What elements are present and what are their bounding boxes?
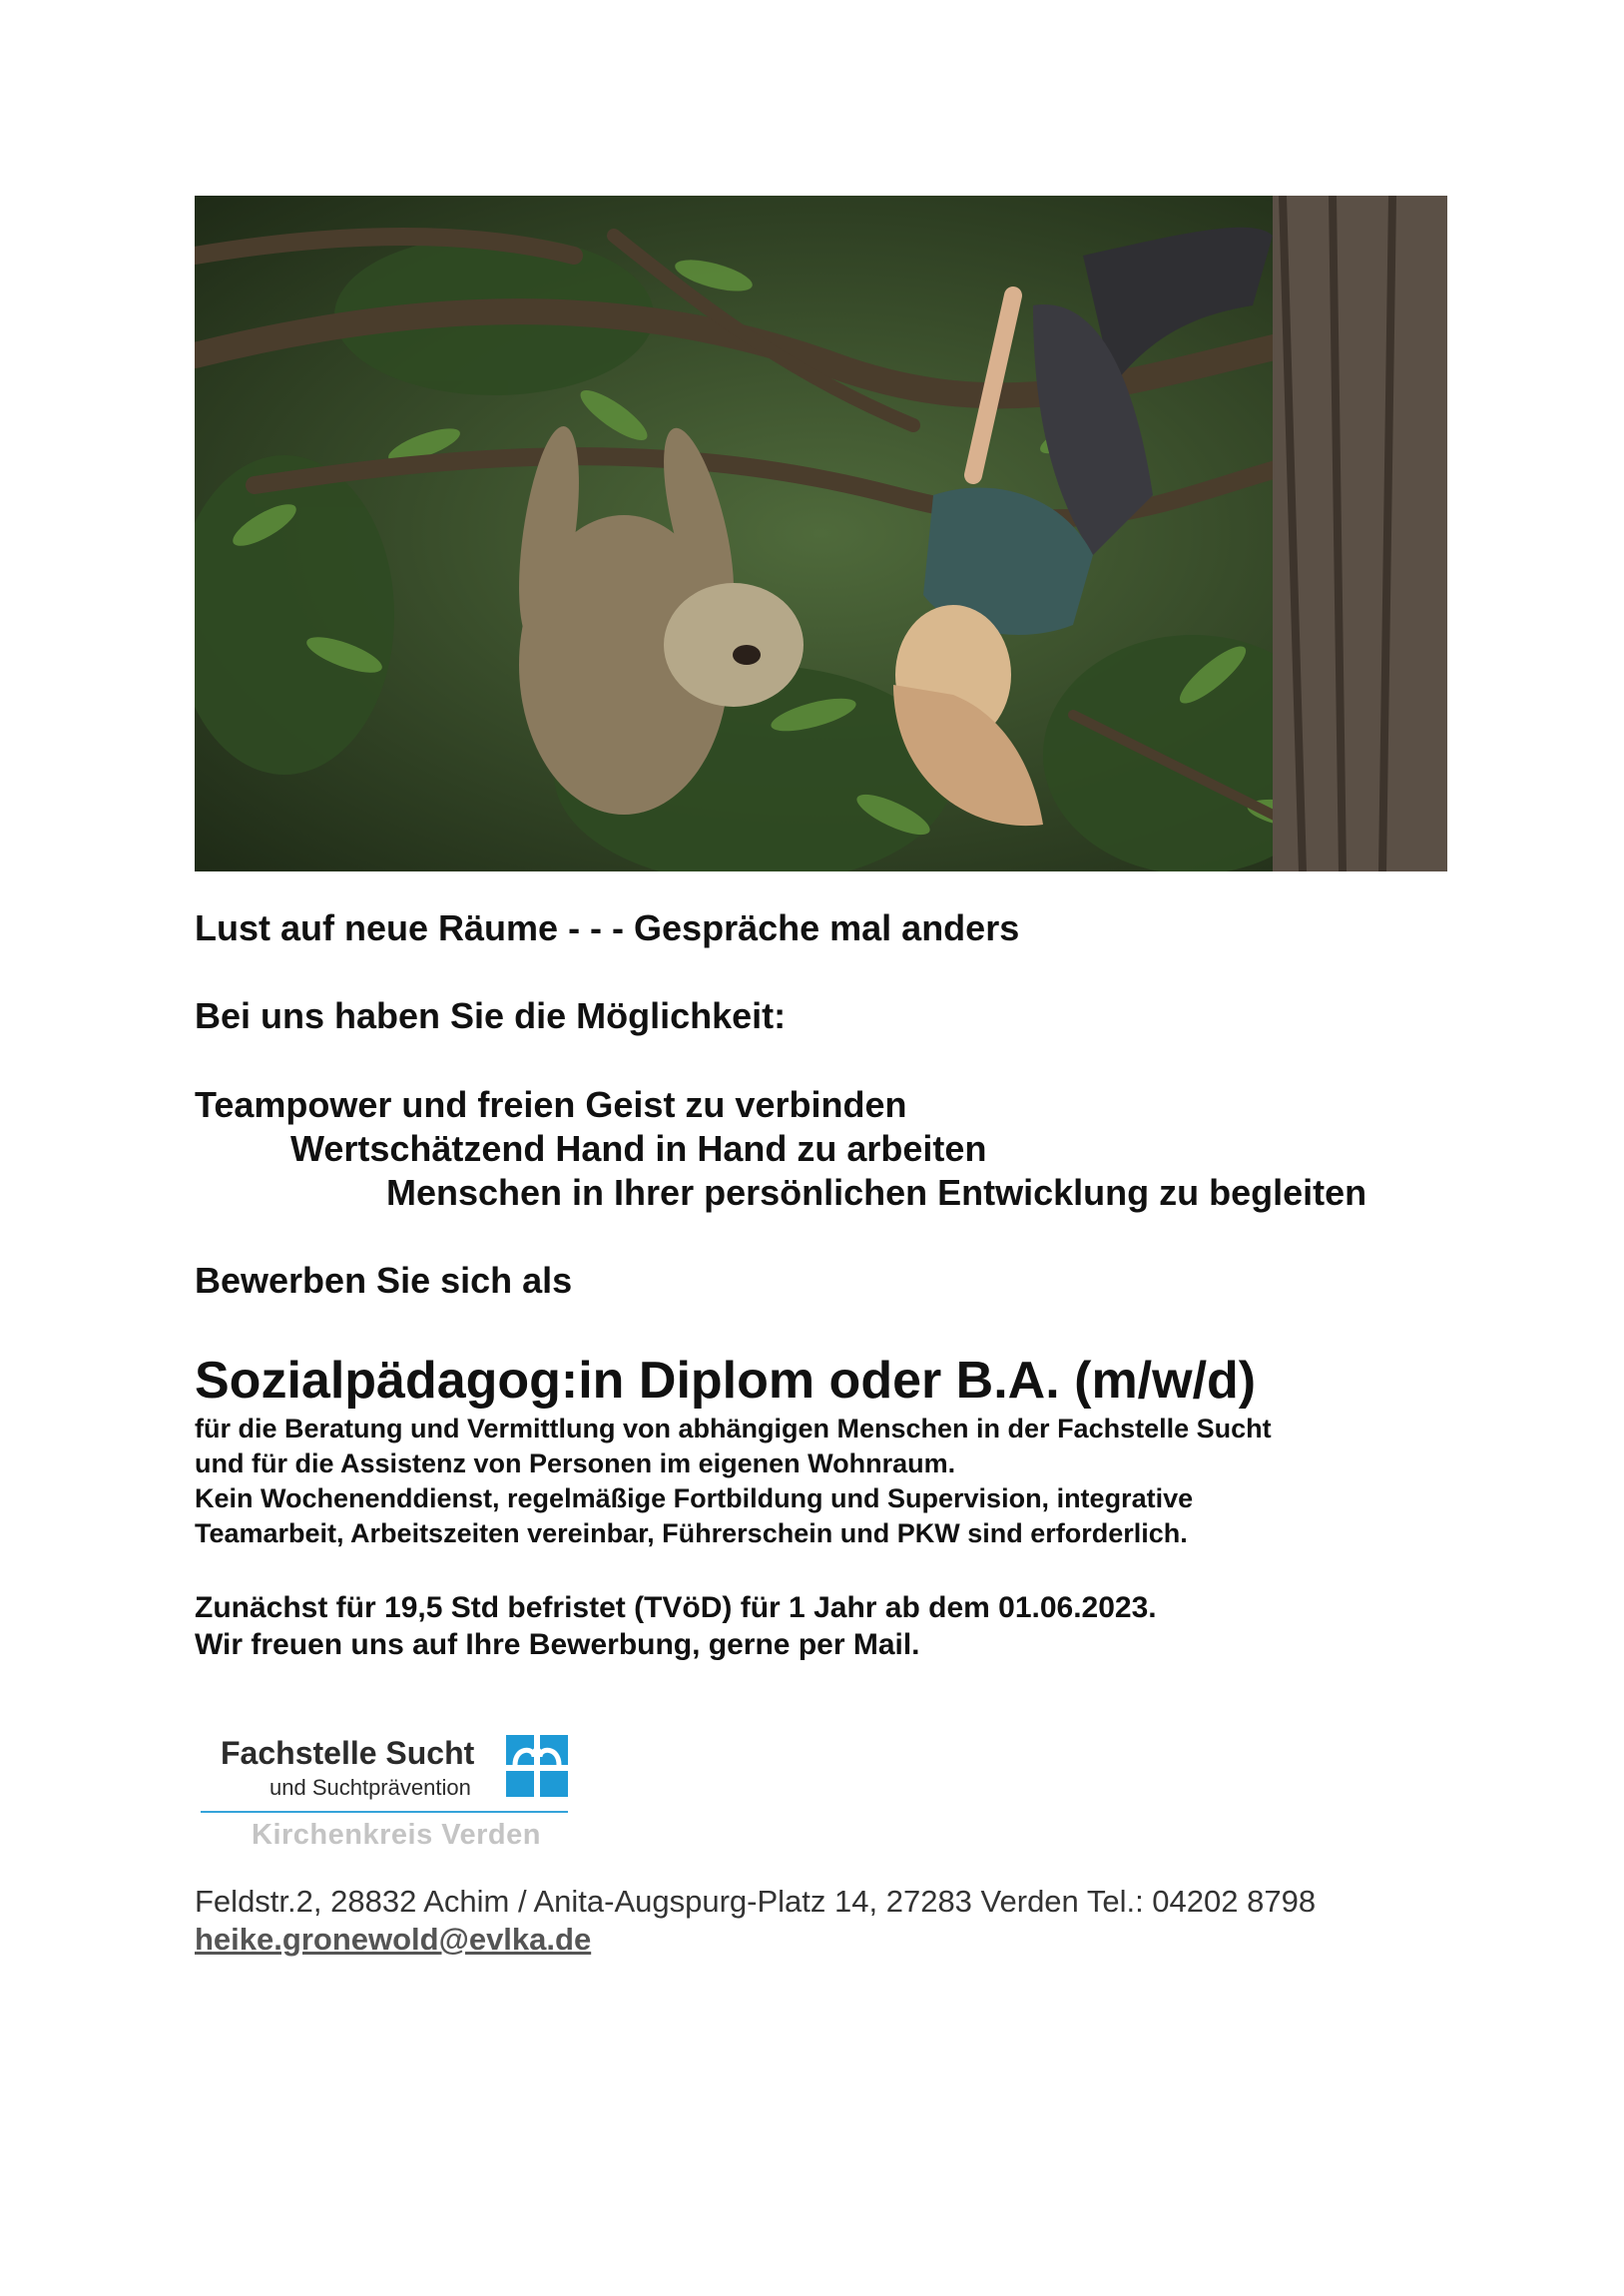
- logo-divider: [201, 1811, 568, 1813]
- description-line: Kein Wochenenddienst, regelmäßige Fortbildung und Supervision, integrative: [195, 1483, 1194, 1513]
- organization-logo: [195, 1727, 594, 1857]
- header-photo: [195, 196, 1447, 871]
- contact-email-link[interactable]: heike.gronewold@evlka.de: [195, 1922, 592, 1957]
- description-line: für die Beratung und Vermittlung von abhängigen Menschen in der Fachstelle Sucht: [195, 1414, 1272, 1443]
- logo-line-2: und Suchtprävention: [270, 1775, 471, 1800]
- intro-line-1: Lust auf neue Räume - - - Gespräche mal anders: [195, 907, 1020, 948]
- logo-line-1: Fachstelle Sucht: [221, 1735, 475, 1771]
- intro-line-2: Bei uns haben Sie die Möglichkeit:: [195, 995, 787, 1036]
- description-line: Teamarbeit, Arbeitszeiten vereinbar, Führerschein und PKW sind erforderlich.: [195, 1518, 1188, 1548]
- job-description: [195, 1412, 1432, 1551]
- bullet-1: Teampower und freien Geist zu verbinden: [195, 1084, 907, 1125]
- apply-line: Bewerben Sie sich als: [195, 1260, 573, 1301]
- sloth-and-woman-in-tree-photo: [195, 196, 1447, 871]
- job-title: Sozialpädagog:in Diplom oder B.A. (m/w/d): [195, 1352, 1257, 1410]
- terms-line: Wir freuen uns auf Ihre Bewerbung, gerne per Mail.: [195, 1628, 920, 1661]
- bullet-2: Wertschätzend Hand in Hand zu arbeiten: [290, 1128, 987, 1169]
- terms-line: Zunächst für 19,5 Std befristet (TVöD) für 1 Jahr ab dem 01.06.2023.: [195, 1591, 1157, 1624]
- description-line: und für die Assistenz von Personen im eigenen Wohnraum.: [195, 1448, 956, 1478]
- contact-address: Feldstr.2, 28832 Achim / Anita-Augspurg-Platz 14, 27283 Verden Tel.: 04202 8798: [195, 1884, 1317, 1919]
- bullet-3: Menschen in Ihrer persönlichen Entwicklung zu begleiten: [386, 1172, 1367, 1213]
- job-terms: [195, 1589, 1157, 1663]
- diakonie-cross-icon: [506, 1735, 568, 1797]
- logo-line-3: Kirchenkreis Verden: [252, 1819, 541, 1851]
